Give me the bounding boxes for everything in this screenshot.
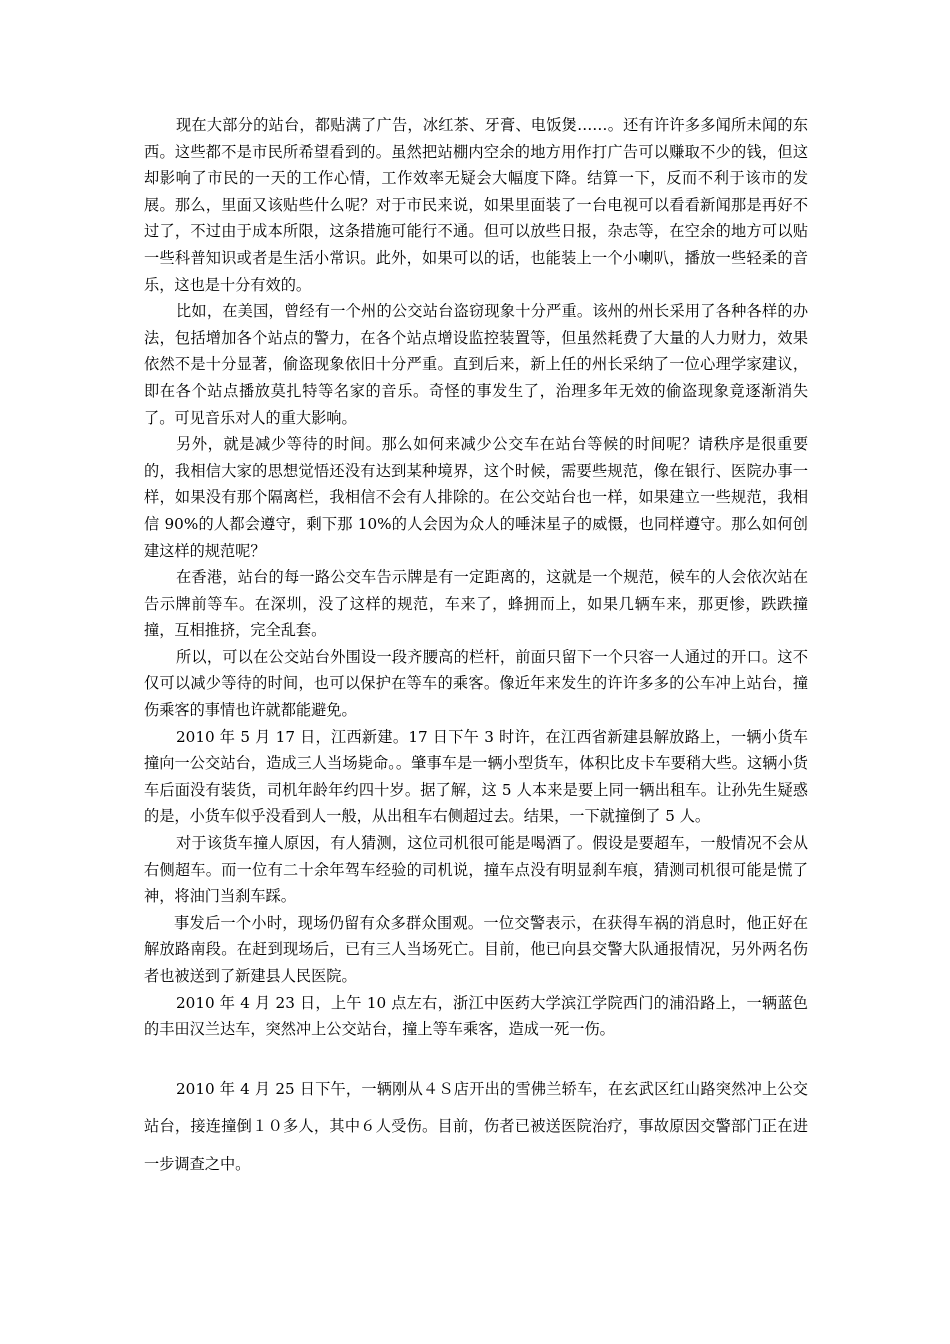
- document-page: [144, 112, 808, 1183]
- paragraph: 在香港，站台的每一路公交车告示牌是有一定距离的，这就是一个规范，候车的人会依次站在告示牌前等车。在深圳，没了这样的规范，车来了，蜂拥而上，如果几辆车来，那更惨，跌跌撞撞，互相推挤，完全乱套。: [144, 568, 808, 640]
- paragraph: 所以，可以在公交站台外围设一段齐腰高的栏杆，前面只留下一个只容一人通过的开口。这不仅可以减少等待的时间，也可以保护在等车的乘客。像近年来发生的许许多多的公车冲上站台，撞伤乘客的事情也许就都能避免。: [144, 647, 808, 720]
- paragraph-gap: [144, 1043, 808, 1071]
- paragraph: 2010 年 5 月 17 日，江西新建。17 日下午 3 时许，在江西省新建县解放路上，一辆小货车撞向一公交站台，造成三人当场毙命。。肇事车是一辆小型货车，体积比皮卡车要稍大些。这辆小货车后面没有装货，司机年龄年约四十岁。据了解，这 5 人本来是要上同一辆出租车。让孙先生疑惑的是，小货车似乎没看到人一般，从出租车右侧超过去。结果，一下就撞倒了 5 人。: [144, 727, 808, 826]
- paragraph: 对于该货车撞人原因，有人猜测，这位司机很可能是喝酒了。假设是要超车，一般情况不会从右侧超车。而一位有二十余年驾车经验的司机说，撞车点没有明显刹车痕，猜测司机很可能是慌了神，将油门当刹车踩。: [144, 834, 808, 906]
- paragraph: 2010 年 4 月 23 日，上午 10 点左右，浙江中医药大学滨江学院西门的浦沿路上，一辆蓝色的丰田汉兰达车，突然冲上公交站台，撞上等车乘客，造成一死一伤。: [144, 993, 808, 1039]
- paragraph: 另外，就是减少等待的时间。那么如何来减少公交车在站台等候的时间呢？请秩序是很重要的，我相信大家的思想觉悟还没有达到某种境界，这个时候，需要些规范，像在银行、医院办事一样，如果没有那个隔离栏，我相信不会有人排除的。在公交站台也一样，如果建立一些规范，我相信 90%的人都会遵守，剩下那 10%的人会因为众人的唾沫星子的威慑，也同样遵守。那么如何创建这样的规范呢？: [144, 435, 808, 560]
- paragraph: 事发后一个小时，现场仍留有众多群众围观。一位交警表示，在获得车祸的消息时，他正好在解放路南段。在赶到现场后，已有三人当场死亡。目前，他已向县交警大队通报情况，另外两名伤者也被送到了新建县人民医院。: [144, 913, 808, 985]
- paragraph: 比如，在美国，曾经有一个州的公交站台盗窃现象十分严重。该州的州长采用了各种各样的办法，包括增加各个站点的警力，在各个站点增设监控装置等，但虽然耗费了大量的人力财力，效果依然不是十分显著，偷盗现象依旧十分严重。直到后来，新上任的州长采纳了一位心理学家建议，即在各个站点播放莫扎特等名家的音乐。奇怪的事发生了，治理多年无效的偷盗现象竟逐渐消失了。可见音乐对人的重大影响。: [144, 302, 808, 427]
- paragraph: 现在大部分的站台，都贴满了广告，冰红茶、牙膏、电饭煲……。还有许许多多闻所未闻的东西。这些都不是市民所希望看到的。虽然把站棚内空余的地方用作打广告可以赚取不少的钱，但这却影响了市民的一天的工作心情，工作效率无疑会大幅度下降。结算一下，反而不利于该市的发展。那么，里面又该贴些什么呢？对于市民来说，如果里面装了一台电视可以看看新闻那是再好不过了，不过由于成本所限，这条措施可能行不通。但可以放些日报，杂志等，在空余的地方可以贴一些科普知识或者是生活小常识。此外，如果可以的话，也能装上一个小喇叭，播放一些轻柔的音乐，这也是十分有效的。: [144, 116, 808, 294]
- paragraph: 2010 年 4 月 25 日下午，一辆刚从４Ｓ店开出的雪佛兰轿车，在玄武区红山路突然冲上公交站台，接连撞倒１０多人，其中６人受伤。目前，伤者已被送医院治疗，事故原因交警部门正在进一步调查之中。: [144, 1079, 808, 1173]
